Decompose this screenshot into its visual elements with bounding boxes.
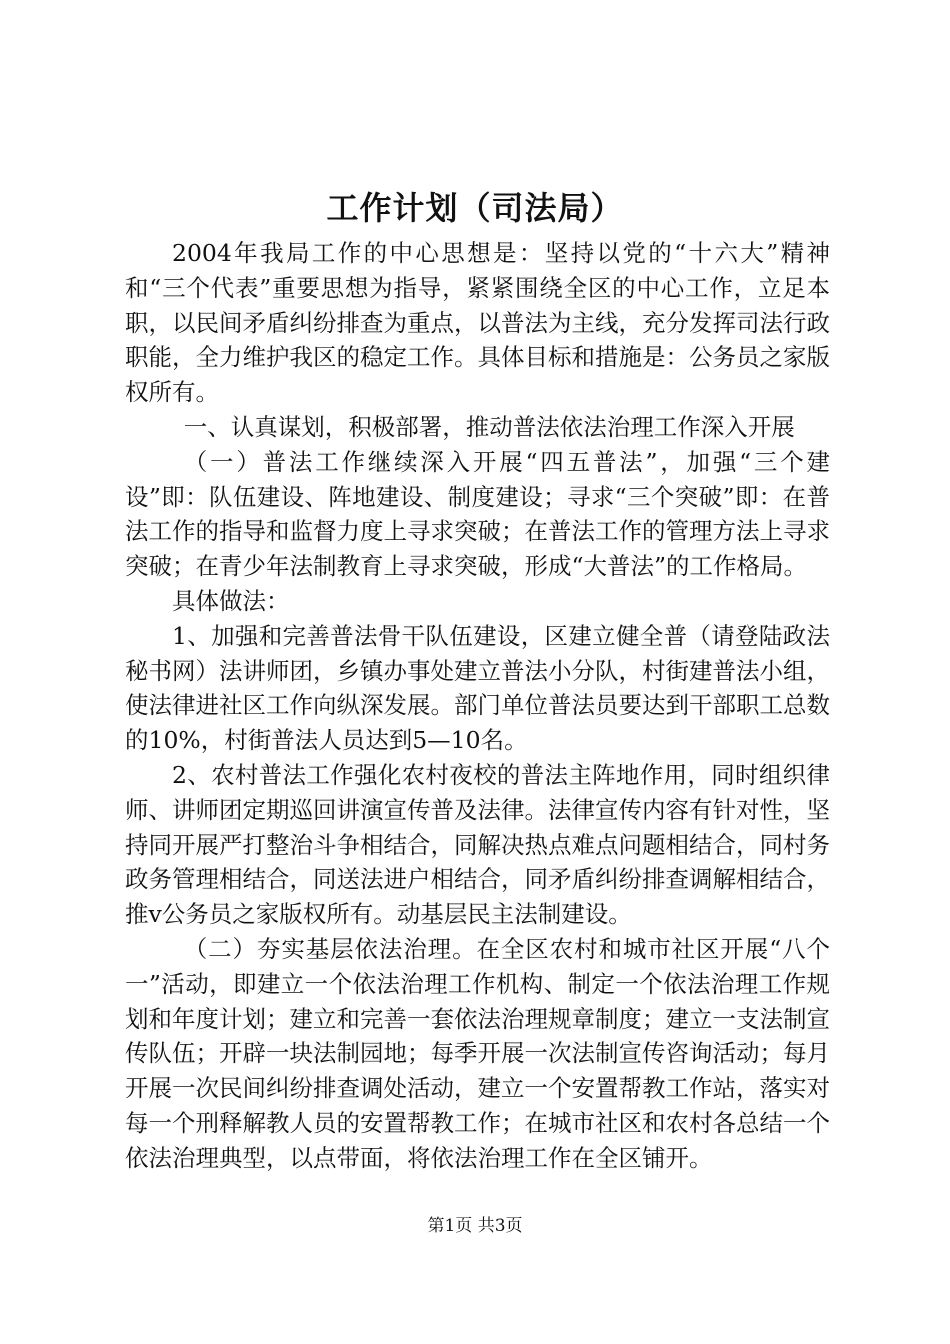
paragraph-item-1: 1、加强和完善普法骨干队伍建设，区建立健全普（请登陆政法秘书网）法讲师团，乡镇办事处建立普法小分队，村街建普法小组，使法律进社区工作向纵深发展。部门单位普法员要达到干部职工总数的10%，村街普法人员达到5—10名。 <box>125 621 830 755</box>
section-heading-1: 一、认真谋划，积极部署，推动普法依法治理工作深入开展 <box>183 412 795 441</box>
paragraph-item-2: 2、农村普法工作强化农村夜校的普法主阵地作用，同时组织律师、讲师团定期巡回讲演宣传普及法律。法律宣传内容有针对性，坚持同开展严打整治斗争相结合，同解决热点难点问题相结合，同村务政务管理相结合，同送法进户相结合，同矛盾纠纷排查调解相结合，推v公务员之家版权所有。动基层民主法制建设。 <box>125 760 830 929</box>
subsection-2: （二）夯实基层依法治理。在全区农村和城市社区开展“八个一”活动，即建立一个依法治理工作机构、制定一个依法治理工作规划和年度计划；建立和完善一套依法治理规章制度；建立一支法制宣传队伍；开辟一块法制园地；每季开展一次法制宣传咨询活动；每月开展一次民间纠纷排查调处活动，建立一个安置帮教工作站，落实对每一个刑释解教人员的安置帮教工作；在城市社区和农村各总结一个依法治理典型，以点带面，将依法治理工作在全区铺开。 <box>125 934 830 1172</box>
paragraph-methods-label: 具体做法： <box>172 586 290 615</box>
paragraph-intro: 2004年我局工作的中心思想是：坚持以党的“十六大”精神和“三个代表”重要思想为指导，紧紧围绕全区的中心工作，立足本职，以民间矛盾纠纷排查为重点，以普法为主线，充分发挥司法行政职能，全力维护我区的稳定工作。具体目标和措施是：公务员之家版权所有。 <box>125 239 830 407</box>
subsection-1: （一）普法工作继续深入开展“四五普法”，加强“三个建设”即：队伍建设、阵地建设、制度建设；寻求“三个突破”即：在普法工作的指导和监督力度上寻求突破；在普法工作的管理方法上寻求突破；在青少年法制教育上寻求突破，形成“大普法”的工作格局。 <box>125 447 830 581</box>
page-number: 第1页 共3页 <box>427 1216 523 1236</box>
document-title: 工作计划（司法局） <box>326 189 624 227</box>
document-body <box>125 236 830 1176</box>
